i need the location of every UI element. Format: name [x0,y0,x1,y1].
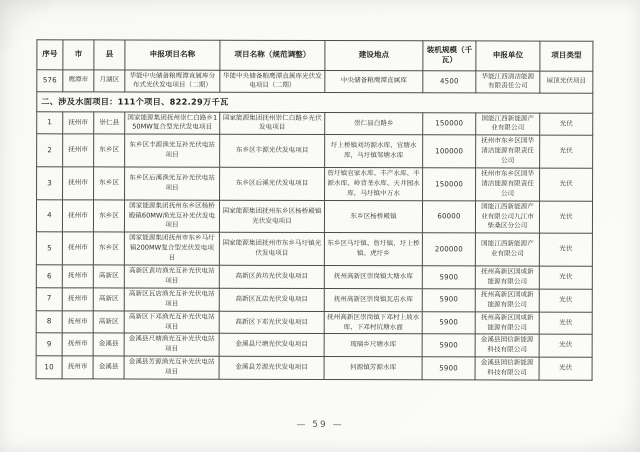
table-cell: 抚州市 [63,134,94,167]
table-row [36,310,592,334]
table-cell: 华能中央储备粮鹰潭直属库分布式光伏发电项目（二期） [125,70,220,93]
table-cell: 150000 [423,168,476,201]
table-cell: 圩上桥镇刘坊源水库、官塘水库，马圩镇邹塘水库 [325,135,423,168]
table-row [36,199,592,233]
table-cell: 崇仁县 [94,111,125,134]
table-cell: 高新区 [93,311,124,334]
table-cell: 4500 [423,70,476,93]
table-cell: 光伏 [539,266,592,289]
table-cell: 抚州市 [62,310,93,333]
table-row [36,356,592,380]
table-cell: 国家能源集团抚州东乡区杨桥殿镇光伏发电项目 [219,200,324,233]
header-cell: 申报项目名称 [125,40,220,70]
table-cell: 3 [37,167,63,200]
table-cell: 东乡区 [94,134,125,167]
table-cell: 东乡区 [93,232,124,265]
table-cell: 2 [37,134,63,167]
table-cell: 5900 [422,357,475,380]
header-cell: 市 [63,40,94,70]
header-cell: 建设地点 [325,41,423,71]
table-cell: 5900 [422,289,475,312]
projects-table [36,39,594,380]
table-cell: 抚州市 [62,232,93,265]
table-cell: 金溪县 [93,333,124,356]
table-cell: 光伏 [539,334,592,357]
table-row [36,288,592,312]
header-cell: 申报单位 [476,41,540,71]
table-cell: 高新区 [93,265,124,288]
table-cell: 6 [36,265,62,288]
table-cell: 100000 [423,135,476,168]
table-cell: 抚州高新区国成新能源有限公司 [475,312,539,335]
table-row [37,111,593,135]
table-cell: 高新区 [93,288,124,311]
table-cell: 国家能源集团抚州崇仁白路乡150MW复合型光伏发电项目 [125,112,220,135]
table-row [36,232,592,266]
table-row [37,167,593,201]
table-cell: 金溪县芳源渔光互补光伏电站项目 [124,356,219,379]
table-row [37,134,593,168]
table-cell: 200000 [422,233,475,266]
table-cell: 5900 [422,311,475,334]
table-cell: 抚州市东乡区国华清洁能源有限责任公司 [476,135,540,168]
table-cell: 东乡区后溪渔光互补光伏电站项目 [125,167,220,200]
table-cell: 抚州市 [63,167,94,200]
table-cell: 金溪县国信新能源科技有限公司 [475,357,539,380]
table-cell: 抚州高新区国成新能源有限公司 [475,266,539,289]
table-cell: 高新区黄坊光伏发电项目 [219,265,324,288]
table-cell: 国家能源集团抚州崇仁白路乡光伏发电项目 [220,112,325,135]
table-cell: 东乡区丰源光伏发电项目 [220,135,325,168]
table-cell: 8 [36,310,62,333]
table-cell: 抚州高新区崇岗镇大塘水库 [324,266,422,289]
table-cell: 中央储备粮鹰潭直属库 [325,70,423,93]
table-cell: 金溪县芳源光伏发电项目 [219,356,324,379]
table-row [36,265,592,289]
table-cell: 高新区黄坊渔光互补光伏电站项目 [124,265,219,288]
table-cell: 1 [37,111,63,134]
table-cell: 抚州市 [62,265,93,288]
table-cell: 5 [36,232,62,265]
table-row [36,333,592,357]
table-cell: 月湖区 [94,69,125,92]
table-cell: 东乡区马圩镇、詹圩镇，圩上桥镇、虎圩乡 [324,233,422,266]
table-cell: 东乡区丰源渔光互补光伏电站项目 [125,134,220,167]
table-cell: 金溪县尺塘渔光互补光伏电站项目 [124,333,219,356]
table-cell: 何源镇芳源水库 [324,357,422,380]
table-cell: 东乡区 [93,200,124,233]
table-body [36,69,593,380]
table-cell: 光伏 [540,113,593,136]
table-cell: 7 [36,288,62,311]
table-cell: 国能江西新能源产业有限公司九江市柴桑区分公司 [475,201,539,234]
table-cell: 光伏 [539,312,592,335]
table-cell: 150000 [423,112,476,135]
table-cell: 4 [36,199,62,232]
table-cell: 华能中央储备粮鹰潭直属库光伏发电项目（二期） [220,70,325,93]
table-cell: 东乡区杨桥殿镇 [324,200,422,233]
table-cell: 抚州高新区崇岗镇瓦店水库 [324,288,422,311]
table-cell: 光伏 [539,201,592,234]
table-cell: 光伏 [539,357,592,380]
table-cell: 高新区瓦店光伏发电项目 [219,288,324,311]
table-cell: 金溪县尺塘光伏发电项目 [219,334,324,357]
header-cell: 项目名称（规范调整） [220,40,325,70]
table-cell: 鹰潭市 [63,69,94,92]
table-cell: 光伏 [539,233,592,266]
table-cell: 华能江西清洁能源有限责任公司 [476,70,540,93]
table-cell: 崇仁县白路乡 [325,112,423,135]
table-cell: 抚州市东乡区国华清洁能源有限责任公司 [476,168,540,201]
section-title: 二、涉及水面项目：111个项目、822.29万千瓦 [37,92,593,113]
table-cell: 光伏 [540,135,593,168]
table-cell: 詹圩镇官家水库、丰产水库、丰源水库、岭背垄水库、天井园水库，马圩镇中万水 [325,168,423,201]
table-cell: 高新区下邓光伏发电项目 [219,311,324,334]
section-row [37,92,593,113]
table-cell: 抚州高新区国成新能源有限公司 [475,289,539,312]
table-cell: 琉璃乡尺塘水库 [324,334,422,357]
header-cell: 序号 [37,40,63,70]
table-cell: 东乡区后溪光伏发电项目 [220,167,325,200]
table-cell: 国家能源集团抚州市东乡马圩镇光伏发电项目 [219,233,324,266]
table-cell: 10 [36,356,62,379]
table-cell: 抚州市 [62,288,93,311]
table-cell: 国能江西新能源产业有限公司 [476,112,540,135]
table-cell: 金溪县国信新能源科技有限公司 [475,334,539,357]
table-cell: 高新区下邓渔光互补光伏电站项目 [124,311,219,334]
table-cell: 国能江西新能源产业有限公司 [475,233,539,266]
table-cell: 国家能源集团抚州东乡区杨桥殿镇60MW渔光互补光伏发电项目 [124,200,219,233]
table-cell: 国家能源集团抚州市东乡马圩镇200MW复合型光伏发电项目 [124,232,219,265]
table-cell: 光伏 [540,168,593,201]
document-content [36,39,594,380]
table-cell: 东乡区 [94,167,125,200]
table-cell: 抚州市 [62,333,93,356]
table-cell: 抚州市 [62,356,93,379]
table-cell: 9 [36,333,62,356]
header-cell: 县 [94,40,125,70]
page-number: — 59 — [296,420,344,430]
header-cell: 项目类型 [540,41,593,71]
table-cell: 光伏 [539,289,592,312]
table-cell: 5900 [422,334,475,357]
table-cell: 5900 [422,266,475,289]
table-cell: 高新区瓦店渔光互补光伏电站项目 [124,288,219,311]
table-cell: 抚州高新区崇岗镇下邓村上坡水库、下邓村坑塘水面 [324,311,422,334]
table-cell: 金溪县 [93,356,124,379]
table-cell: 抚州市 [63,111,94,134]
table-cell: 抚州市 [62,200,93,233]
table-cell: 屋顶光伏项目 [540,71,593,94]
table-header-row [37,40,593,71]
table-cell: 60000 [422,200,475,233]
table-cell: 576 [37,69,63,92]
table-row [37,69,593,93]
header-cell: 装机规模（千瓦） [423,41,476,71]
